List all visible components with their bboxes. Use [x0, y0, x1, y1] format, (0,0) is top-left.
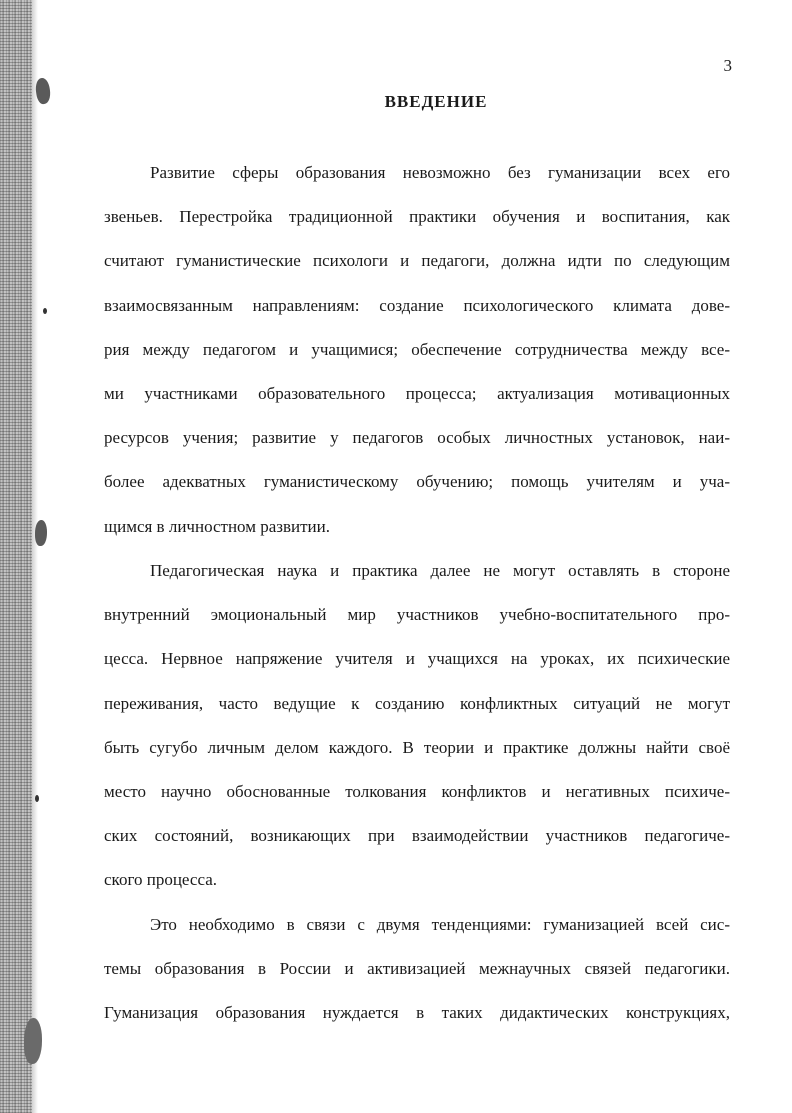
punch-hole-bottom — [24, 1018, 42, 1064]
text-line: считают гуманистические психологи и педагоги, должна идти по следующим — [104, 251, 730, 271]
punch-hole-middle — [35, 520, 47, 546]
paragraph-2 — [104, 549, 730, 903]
text-line: ского процесса. — [104, 870, 217, 890]
text-line: цесса. Нервное напряжение учителя и учащихся на уроках, их психические — [104, 649, 730, 669]
text-line: ми участниками образовательного процесса; актуализация мотивационных — [104, 383, 730, 403]
paragraph-3 — [104, 903, 730, 1036]
page-number: 3 — [723, 56, 732, 75]
text-line: Развитие сферы образования невозможно без гуманизации всех его — [150, 163, 730, 182]
text-line: быть сугубо личным делом каждого. В теории и практике должны найти своё — [104, 737, 730, 757]
text-line: внутренний эмоциональный мир участников учебно-воспитательного про- — [104, 605, 730, 625]
text-line: Это необходимо в связи с двумя тенденциями: гуманизацией всей сис- — [150, 915, 730, 934]
text-line: переживания, часто ведущие к созданию конфликтных ситуаций не могут — [104, 693, 730, 713]
scan-speck — [35, 795, 39, 802]
paragraph-1 — [104, 151, 730, 549]
scan-binding-shadow — [32, 0, 38, 1113]
text-line: щимся в личностном развитии. — [104, 516, 331, 536]
text-line: Педагогическая наука и практика далее не могут оставлять в стороне — [150, 561, 730, 580]
page-title: ВВЕДЕНИЕ — [384, 92, 488, 111]
text-line: звеньев. Перестройка традиционной практики обучения и воспитания, как — [104, 207, 730, 227]
text-line: место научно обоснованные толкования конфликтов и негативных психиче- — [104, 781, 730, 801]
text-line: более адекватных гуманистическому обучению; помощь учителям и уча- — [104, 472, 730, 492]
scan-speck — [43, 308, 47, 314]
scan-binding-edge — [0, 0, 32, 1113]
text-line: рия между педагогом и учащимися; обеспечение сотрудничества между все- — [104, 339, 730, 359]
text-line: Гуманизация образования нуждается в таких дидактических конструкциях, — [104, 1003, 730, 1023]
text-line: темы образования в России и активизацией межнаучных связей педагогики. — [104, 959, 730, 979]
text-line: ских состояний, возникающих при взаимодействии участников педагогиче- — [104, 826, 730, 846]
text-line: взаимосвязанным направлениям: создание психологического климата дове- — [104, 295, 730, 315]
text-line: ресурсов учения; развитие у педагогов особых личностных установок, наи- — [104, 428, 730, 448]
